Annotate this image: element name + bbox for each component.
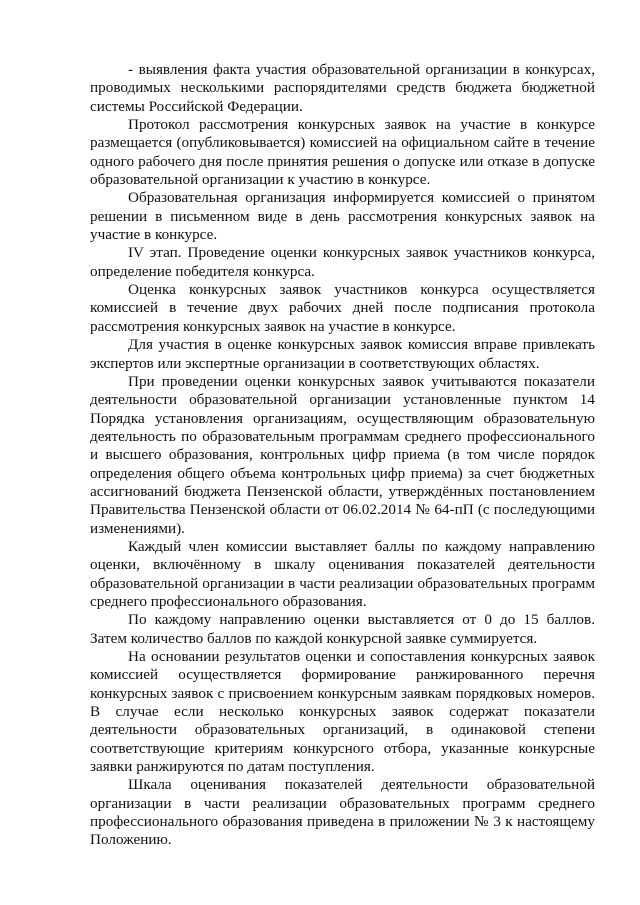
- paragraph-scale-appendix: Шкала оценивания показателей деятельности образовательной организации в части реализации образовательных программ среднего профессионального образования приведена в приложении № 3 к настоящему Положению.: [90, 776, 595, 849]
- paragraph-score-range: По каждому направлению оценки выставляется от 0 до 15 баллов. Затем количество баллов по каждой конкурсной заявке суммируется.: [90, 611, 595, 647]
- paragraph-experts: Для участия в оценке конкурсных заявок комиссия вправе привлекать экспертов или экспертные организации в соответствующих областях.: [90, 336, 595, 372]
- paragraph-organization-informed: Образовательная организация информируется комиссией о принятом решении в письменном виде в день рассмотрения конкурсных заявок на участие в конкурсе.: [90, 189, 595, 244]
- paragraph-ranking: На основании результатов оценки и сопоставления конкурсных заявок комиссией осуществляется формирование ранжированного перечня конкурсных заявок с присвоением конкурсным заявкам порядковых номеров. В случае если несколько конкурсных заявок содержат показатели деятельности образовательных организаций, в одинаковой степени соответствующие критериям конкурсного отбора, указанные конкурсные заявки ранжируются по датам поступления.: [90, 648, 595, 776]
- paragraph-indicators: При проведении оценки конкурсных заявок учитываются показатели деятельности образовательной организации установленные пунктом 14 Порядка установления организациям, осуществляющим образовательную деятельность по образовательным программам среднего профессионального и высшего образования, контрольных цифр приема (в том числе порядок определения общего объема контрольных цифр приема) за счет бюджетных ассигнований бюджета Пензенской области, утверждённых постановлением Правительства Пензенской области от 06.02.2014 № 64-пП (с последующими изменениями).: [90, 372, 595, 537]
- paragraph-protocol-publication: Протокол рассмотрения конкурсных заявок на участие в конкурсе размещается (опубликовывается) комиссией на официальном сайте в течение одного рабочего дня после принятия решения о допуске или отказе в допуске образовательной организации к участию в конкурсе.: [90, 116, 595, 189]
- document-body: [90, 61, 595, 850]
- paragraph-member-scores: Каждый член комиссии выставляет баллы по каждому направлению оценки, включённому в шкалу оценивания показателей деятельности образовательной организации в части реализации образовательных программ среднего профессионального образования.: [90, 537, 595, 610]
- paragraph-stage-iv-heading: IV этап. Проведение оценки конкурсных заявок участников конкурса, определение победителя конкурса.: [90, 244, 595, 280]
- paragraph-participation-fact: - выявления факта участия образовательной организации в конкурсах, проводимых несколькими распорядителями средств бюджета бюджетной системы Российской Федерации.: [90, 61, 595, 115]
- paragraph-evaluation-timing: Оценка конкурсных заявок участников конкурса осуществляется комиссией в течение двух рабочих дней после подписания протокола рассмотрения конкурсных заявок на участие в конкурсе.: [90, 281, 595, 335]
